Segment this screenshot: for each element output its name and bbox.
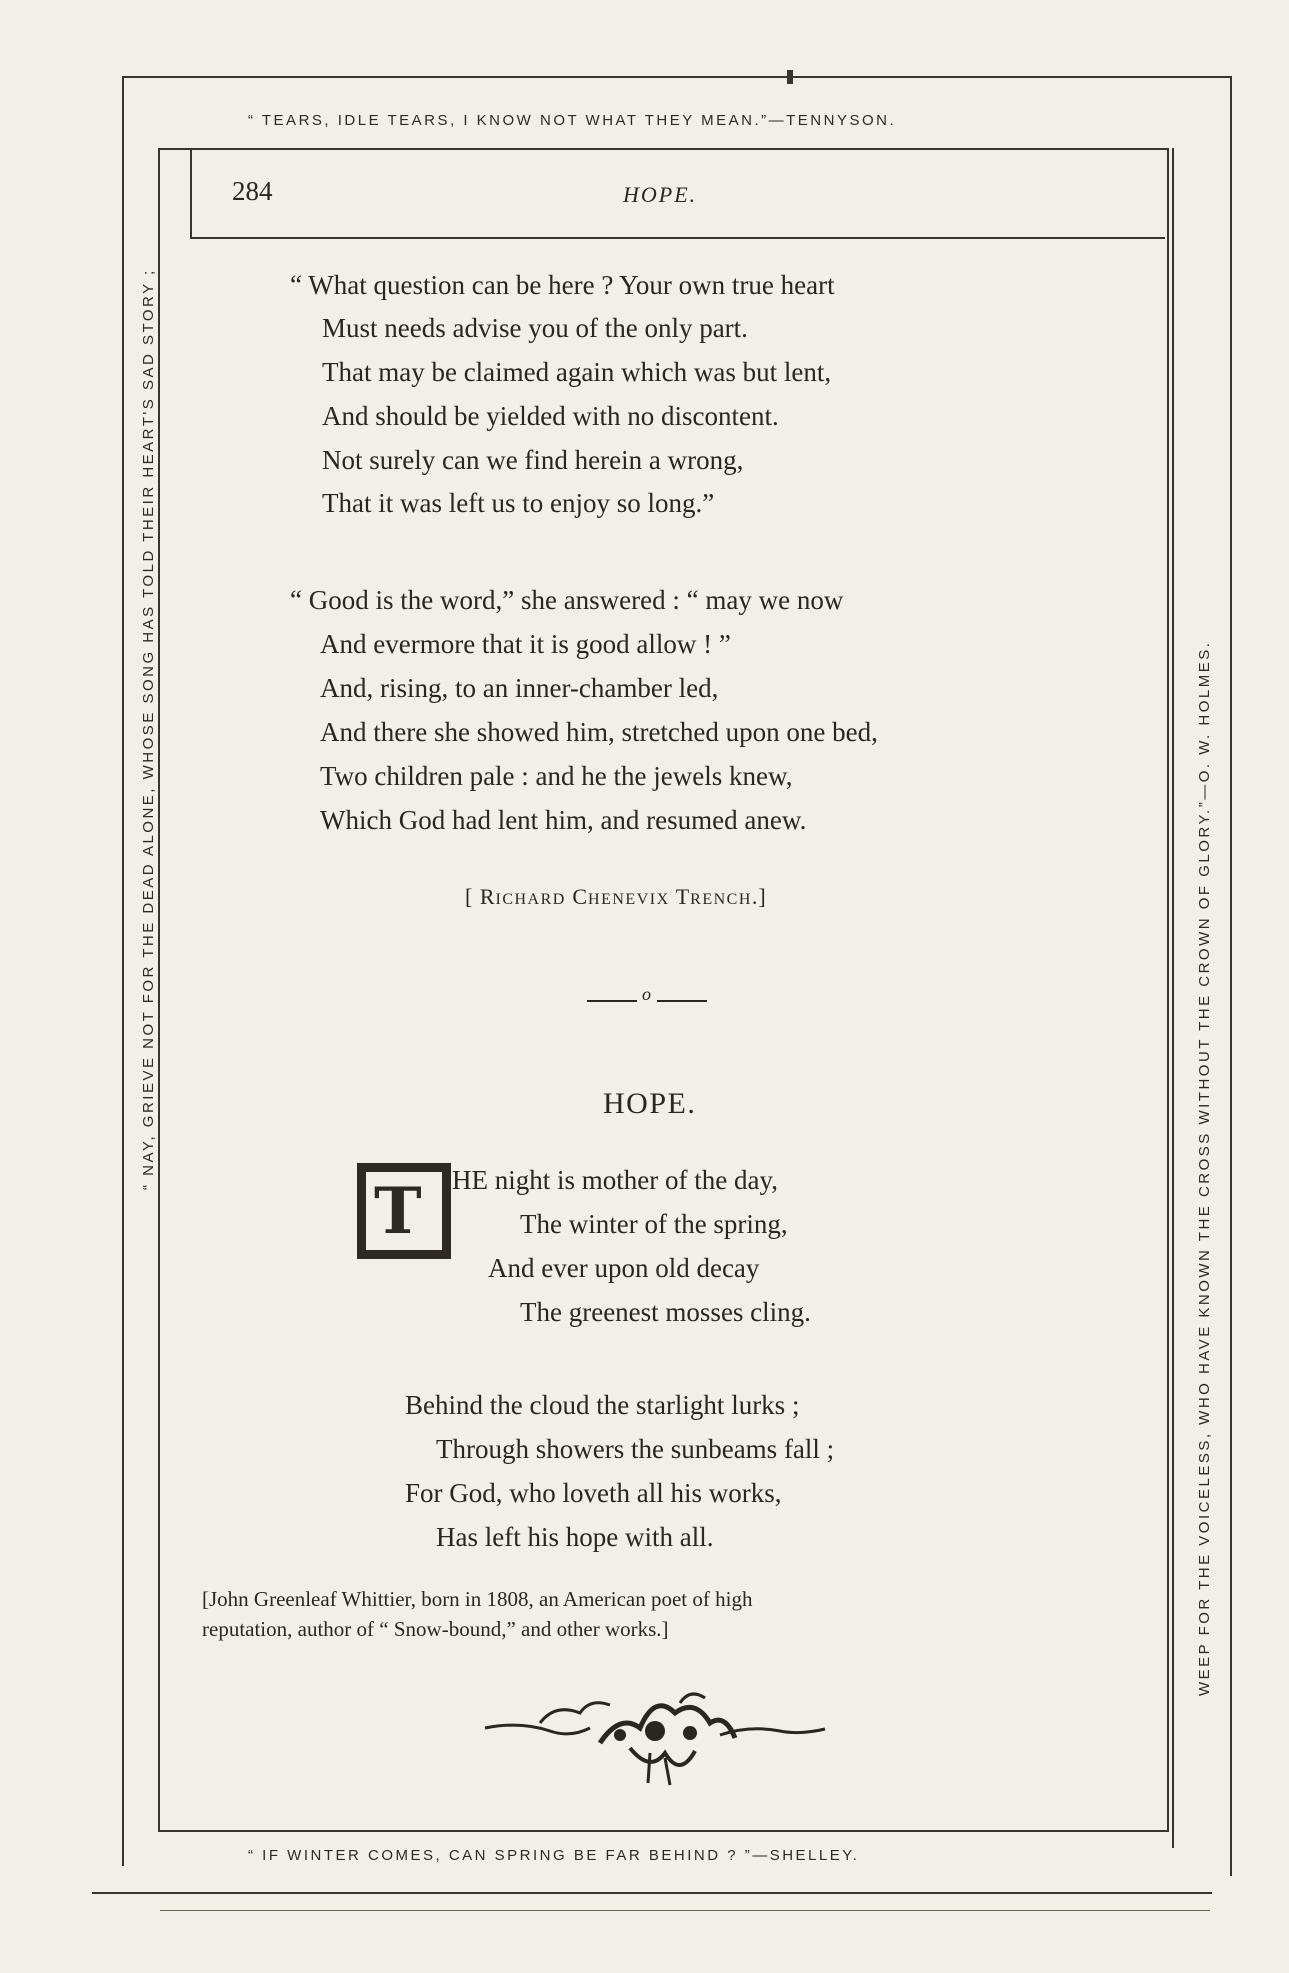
bottom-border-rule [92,1892,1212,1894]
header-rule [190,237,1165,239]
dropcap-ornament [357,1163,451,1259]
tailpiece-ornament-icon [480,1683,830,1793]
poem-line: For God, who loveth all his works, [405,1478,782,1508]
poem-line: The winter of the spring, [520,1209,788,1239]
header-left-rule [190,148,192,238]
poem-line: That may be claimed again which was but lent, [322,357,832,387]
poem-line: Not surely can we find herein a wrong, [322,445,744,475]
poem-line: And ever upon old decay [488,1253,760,1283]
poem-line: And, rising, to an inner-chamber led, [320,673,719,703]
top-margin-quote: “ TEARS, IDLE TEARS, I KNOW NOT WHAT THEY MEAN.”—TENNYSON. [248,112,897,129]
poem-line: And should be yielded with no discontent. [322,401,779,431]
footnote-line: reputation, author of “ Snow-bound,” and other works.] [202,1617,669,1641]
left-margin-quote: “ NAY, GRIEVE NOT FOR THE DEAD ALONE, WHOSE SONG HAS TOLD THEIR HEART'S SAD STORY ; [140,268,157,1190]
poem-line: Has left his hope with all. [436,1522,714,1552]
running-head: HOPE. [623,182,698,207]
first-poem-attribution: [ RICHARD CHENEVIX TRENCH.] [465,884,767,909]
top-border-ornament [787,70,793,84]
outer-left-rule [122,76,124,1866]
poem-line: “ What question can be here ? Your own true heart [290,270,835,300]
divider-mark: o [642,984,651,1004]
divider-dash-right [657,1000,707,1002]
poem-line: Two children pale : and he the jewels knew, [320,761,793,791]
section-divider [587,984,711,1010]
poem-title: HOPE. [603,1087,697,1120]
outer-right-rule [1230,76,1232,1876]
poem-line: And evermore that it is good allow ! ” [320,629,731,659]
top-border-rule [122,76,1230,78]
footnote-line: [John Greenleaf Whittier, born in 1808, an American poet of high [202,1587,753,1611]
poem-line: The greenest mosses cling. [520,1297,811,1327]
dropcap-letter: T [374,1174,422,1249]
poem-line: Which God had lent him, and resumed anew. [320,805,807,835]
poem-line: “ Good is the word,” she answered : “ may we now [290,585,844,615]
bottom-margin-quote: “ IF WINTER COMES, CAN SPRING BE FAR BEHIND ? ”—SHELLEY. [248,1847,860,1864]
divider-dash-left [587,1000,637,1002]
page-number: 284 [232,176,273,206]
poem-line: Through showers the sunbeams fall ; [436,1434,835,1464]
right-margin-quote: WEEP FOR THE VOICELESS, WHO HAVE KNOWN THE CROSS WITHOUT THE CROWN OF GLORY.”—O. W. HOLMES. [1196,640,1213,1696]
bottom-border-rule-thin [160,1910,1210,1911]
poem-line: And there she showed him, stretched upon one bed, [320,717,878,747]
poem-line: That it was left us to enjoy so long.” [322,488,715,518]
right-inner-rule [1172,148,1174,1848]
poem-line: Must needs advise you of the only part. [322,313,748,343]
poem-line: HE night is mother of the day, [452,1165,778,1195]
poem-line: Behind the cloud the starlight lurks ; [405,1390,800,1420]
